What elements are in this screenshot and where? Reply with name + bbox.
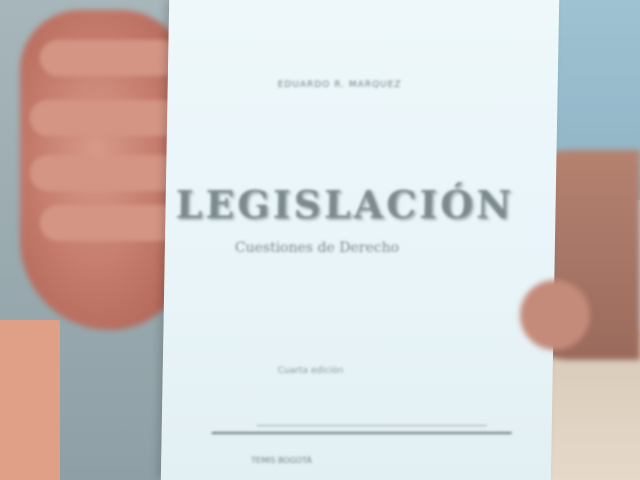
cover-rule <box>212 432 512 434</box>
book-cover <box>161 0 559 480</box>
left-finger <box>40 205 180 241</box>
right-thumb <box>520 280 590 350</box>
book-subtitle: Cuestiones de Derecho <box>234 240 400 256</box>
background-wall-left <box>0 320 60 480</box>
left-finger <box>30 155 180 191</box>
book-title: LEGISLACIÓN <box>175 182 515 227</box>
left-finger <box>40 40 180 76</box>
book-publisher: TEMIS BOGOTÁ <box>251 456 312 465</box>
book-author: EDUARDO R. MARQUEZ <box>277 80 402 90</box>
book-edition: Cuarta edición <box>277 366 344 376</box>
left-finger <box>30 100 180 136</box>
cover-rule-thin <box>257 425 487 426</box>
